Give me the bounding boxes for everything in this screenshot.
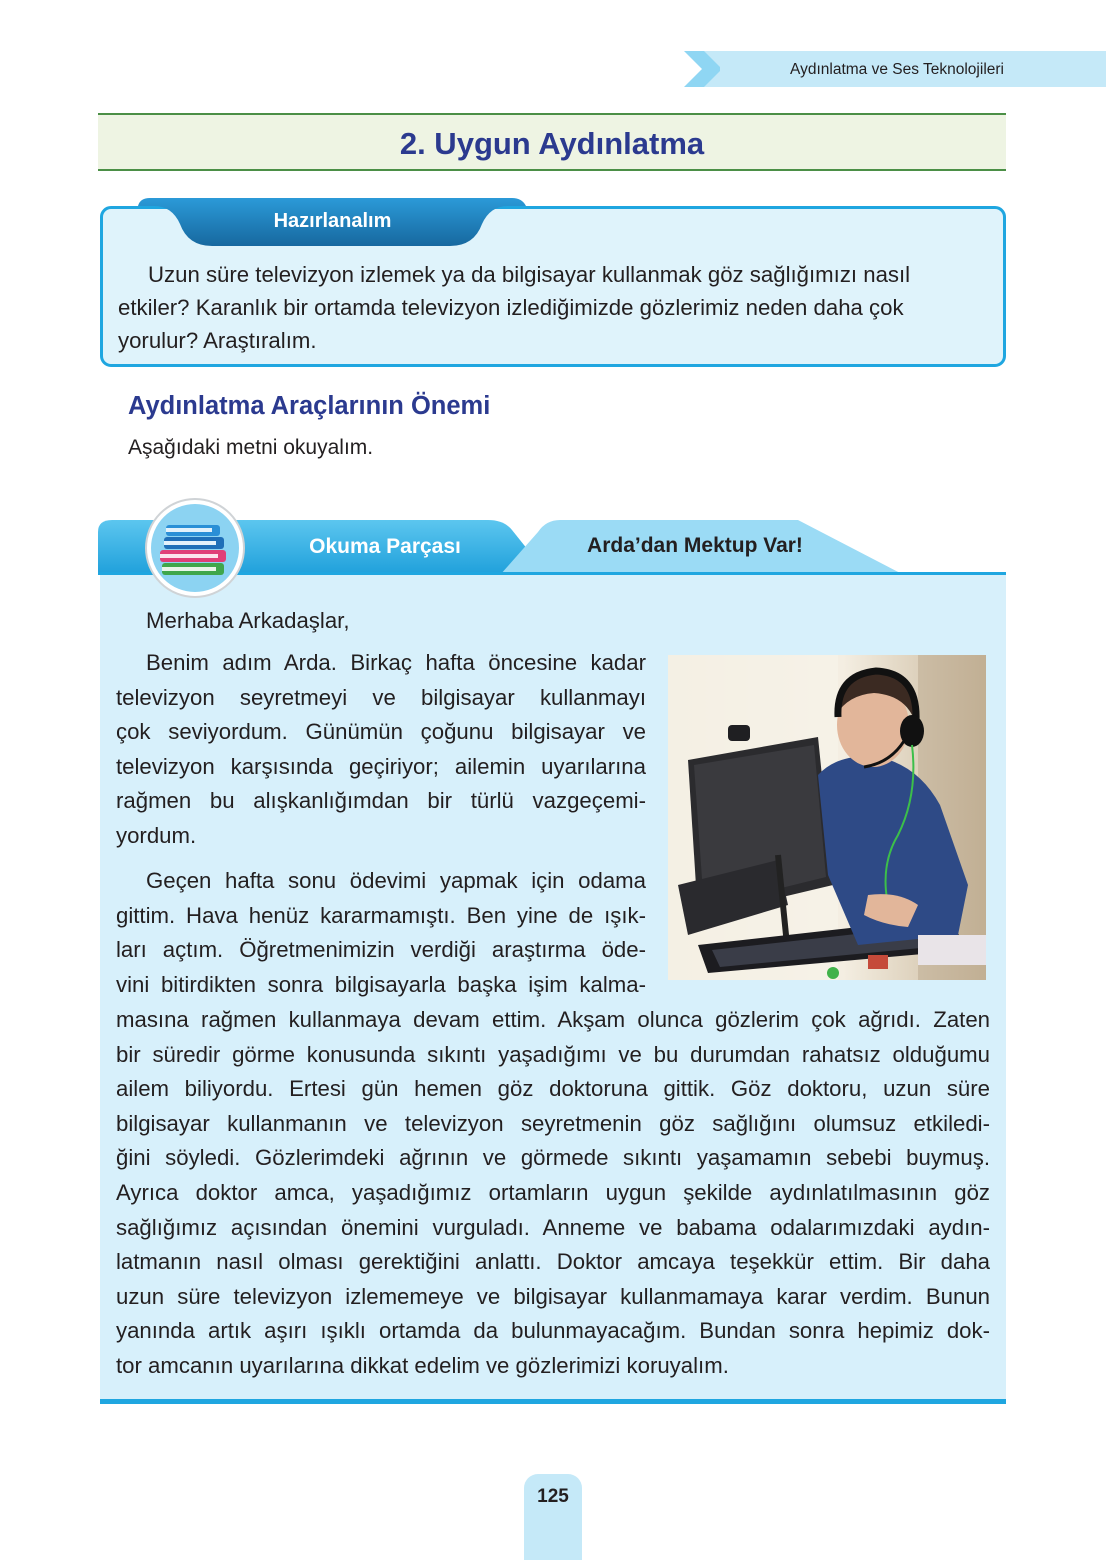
- para2-line: uzun süre televizyon izlememeye ve bilgisayar kullanmamaya karar verdim. Bunun: [116, 1283, 990, 1309]
- para2-line: latmanın nasıl olması gerektiğini anlattı. Doktor amcaya teşekkür ettim. Bir daha: [116, 1249, 990, 1275]
- para2-line: gittim. Hava henüz kararmamıştı. Ben yine de ışık-: [116, 902, 646, 928]
- para2-line: bilgisayar kullanmanın ve televizyon seyretmenin göz sağlığını olumsuz etkiledi-: [116, 1110, 990, 1136]
- para2-line: Ayrıca doktor amca, yaşadığımız ortamların uygun şekilde aydınlatılmasının göz: [116, 1179, 990, 1205]
- para2-line: yanında artık aşırı ışıklı ortamda da bulunmayacağım. Bundan sonra hepimiz dok-: [116, 1318, 990, 1344]
- page-title: 2. Uygun Aydınlatma: [399, 126, 705, 161]
- prepare-line-2: etkiler? Karanlık bir ortamda televizyon izlediğimizde gözlerimiz neden daha çok: [118, 295, 904, 320]
- para2-line: vini bitirdikten sonra bilgisayarla başka işim kalma-: [116, 971, 646, 997]
- books-icon: [144, 497, 246, 599]
- para1-line: Benim adım Arda. Birkaç hafta öncesine kadar: [146, 650, 646, 675]
- para2-line: Geçen hafta sonu ödevimi yapmak için odama: [146, 868, 646, 893]
- paragraph-1: [116, 646, 646, 854]
- para2-line: ailem biliyordu. Ertesi gün hemen göz doktoruna gittik. Göz doktoru, uzun süre: [116, 1076, 990, 1102]
- prepare-text: [118, 258, 978, 357]
- reading-tab-title: Arda’dan Mektup Var!: [587, 534, 803, 557]
- greeting-line: Merhaba Arkadaşlar,: [146, 608, 350, 633]
- boy-at-computer-photo: [668, 655, 986, 980]
- para2-line: masına rağmen kullanmaya devam ettim. Akşam olunca gözlerim çok ağrıdı. Zaten: [116, 1007, 990, 1032]
- para2-line: ğini söyledi. Gözlerimdeki ağrının ve görmede sıkıntı yaşamamın sebebi buymuş.: [116, 1145, 990, 1171]
- section-subtitle: Aşağıdaki metni okuyalım.: [128, 436, 374, 459]
- page-number: 125: [537, 1486, 569, 1507]
- para2-line: bir süredir görme konusunda sıkıntı yaşadığımı ve bu durumdan rahatsız olduğumu: [116, 1041, 990, 1067]
- para1-line: televizyon karşısında geçiriyor; ailemin uyarılarına: [116, 753, 646, 779]
- para1-line: yordum.: [116, 822, 197, 848]
- para1-line: televizyon seyretmeyi ve bilgisayar kullanmayı: [116, 684, 646, 710]
- title-box: [98, 113, 1006, 171]
- para1-line: rağmen bu alışkanlığımdan bir türlü vazgeçemi-: [116, 788, 646, 814]
- prepare-line-1: Uzun süre televizyon izlemek ya da bilgisayar kullanmak göz sağlığımızı nasıl: [148, 262, 911, 287]
- prepare-line-3: yorulur? Araştıralım.: [118, 328, 317, 353]
- prepare-label: Hazırlanalım: [273, 210, 392, 232]
- paragraph-2-bottom: [116, 1003, 990, 1384]
- header-section-title: Aydınlatma ve Ses Teknolojileri: [790, 61, 1004, 78]
- para2-line: sağlığımız açısından önemini vurguladı. Anneme ve babama odalarımızdaki aydın-: [116, 1214, 990, 1240]
- greeting: [116, 604, 646, 639]
- paragraph-2-top: [116, 864, 646, 1002]
- para2-line: tor amcanın uyarılarına dikkat edelim ve gözlerimizi koruyalım.: [116, 1352, 729, 1378]
- reading-tab-label: Okuma Parçası: [309, 535, 461, 558]
- para2-line: ları açtım. Öğretmenimizin verdiği araştırma öde-: [116, 937, 646, 963]
- section-title: Aydınlatma Araçlarının Önemi: [128, 392, 491, 420]
- para1-line: çok seviyordum. Günümün çoğunu bilgisayar ve: [116, 719, 646, 745]
